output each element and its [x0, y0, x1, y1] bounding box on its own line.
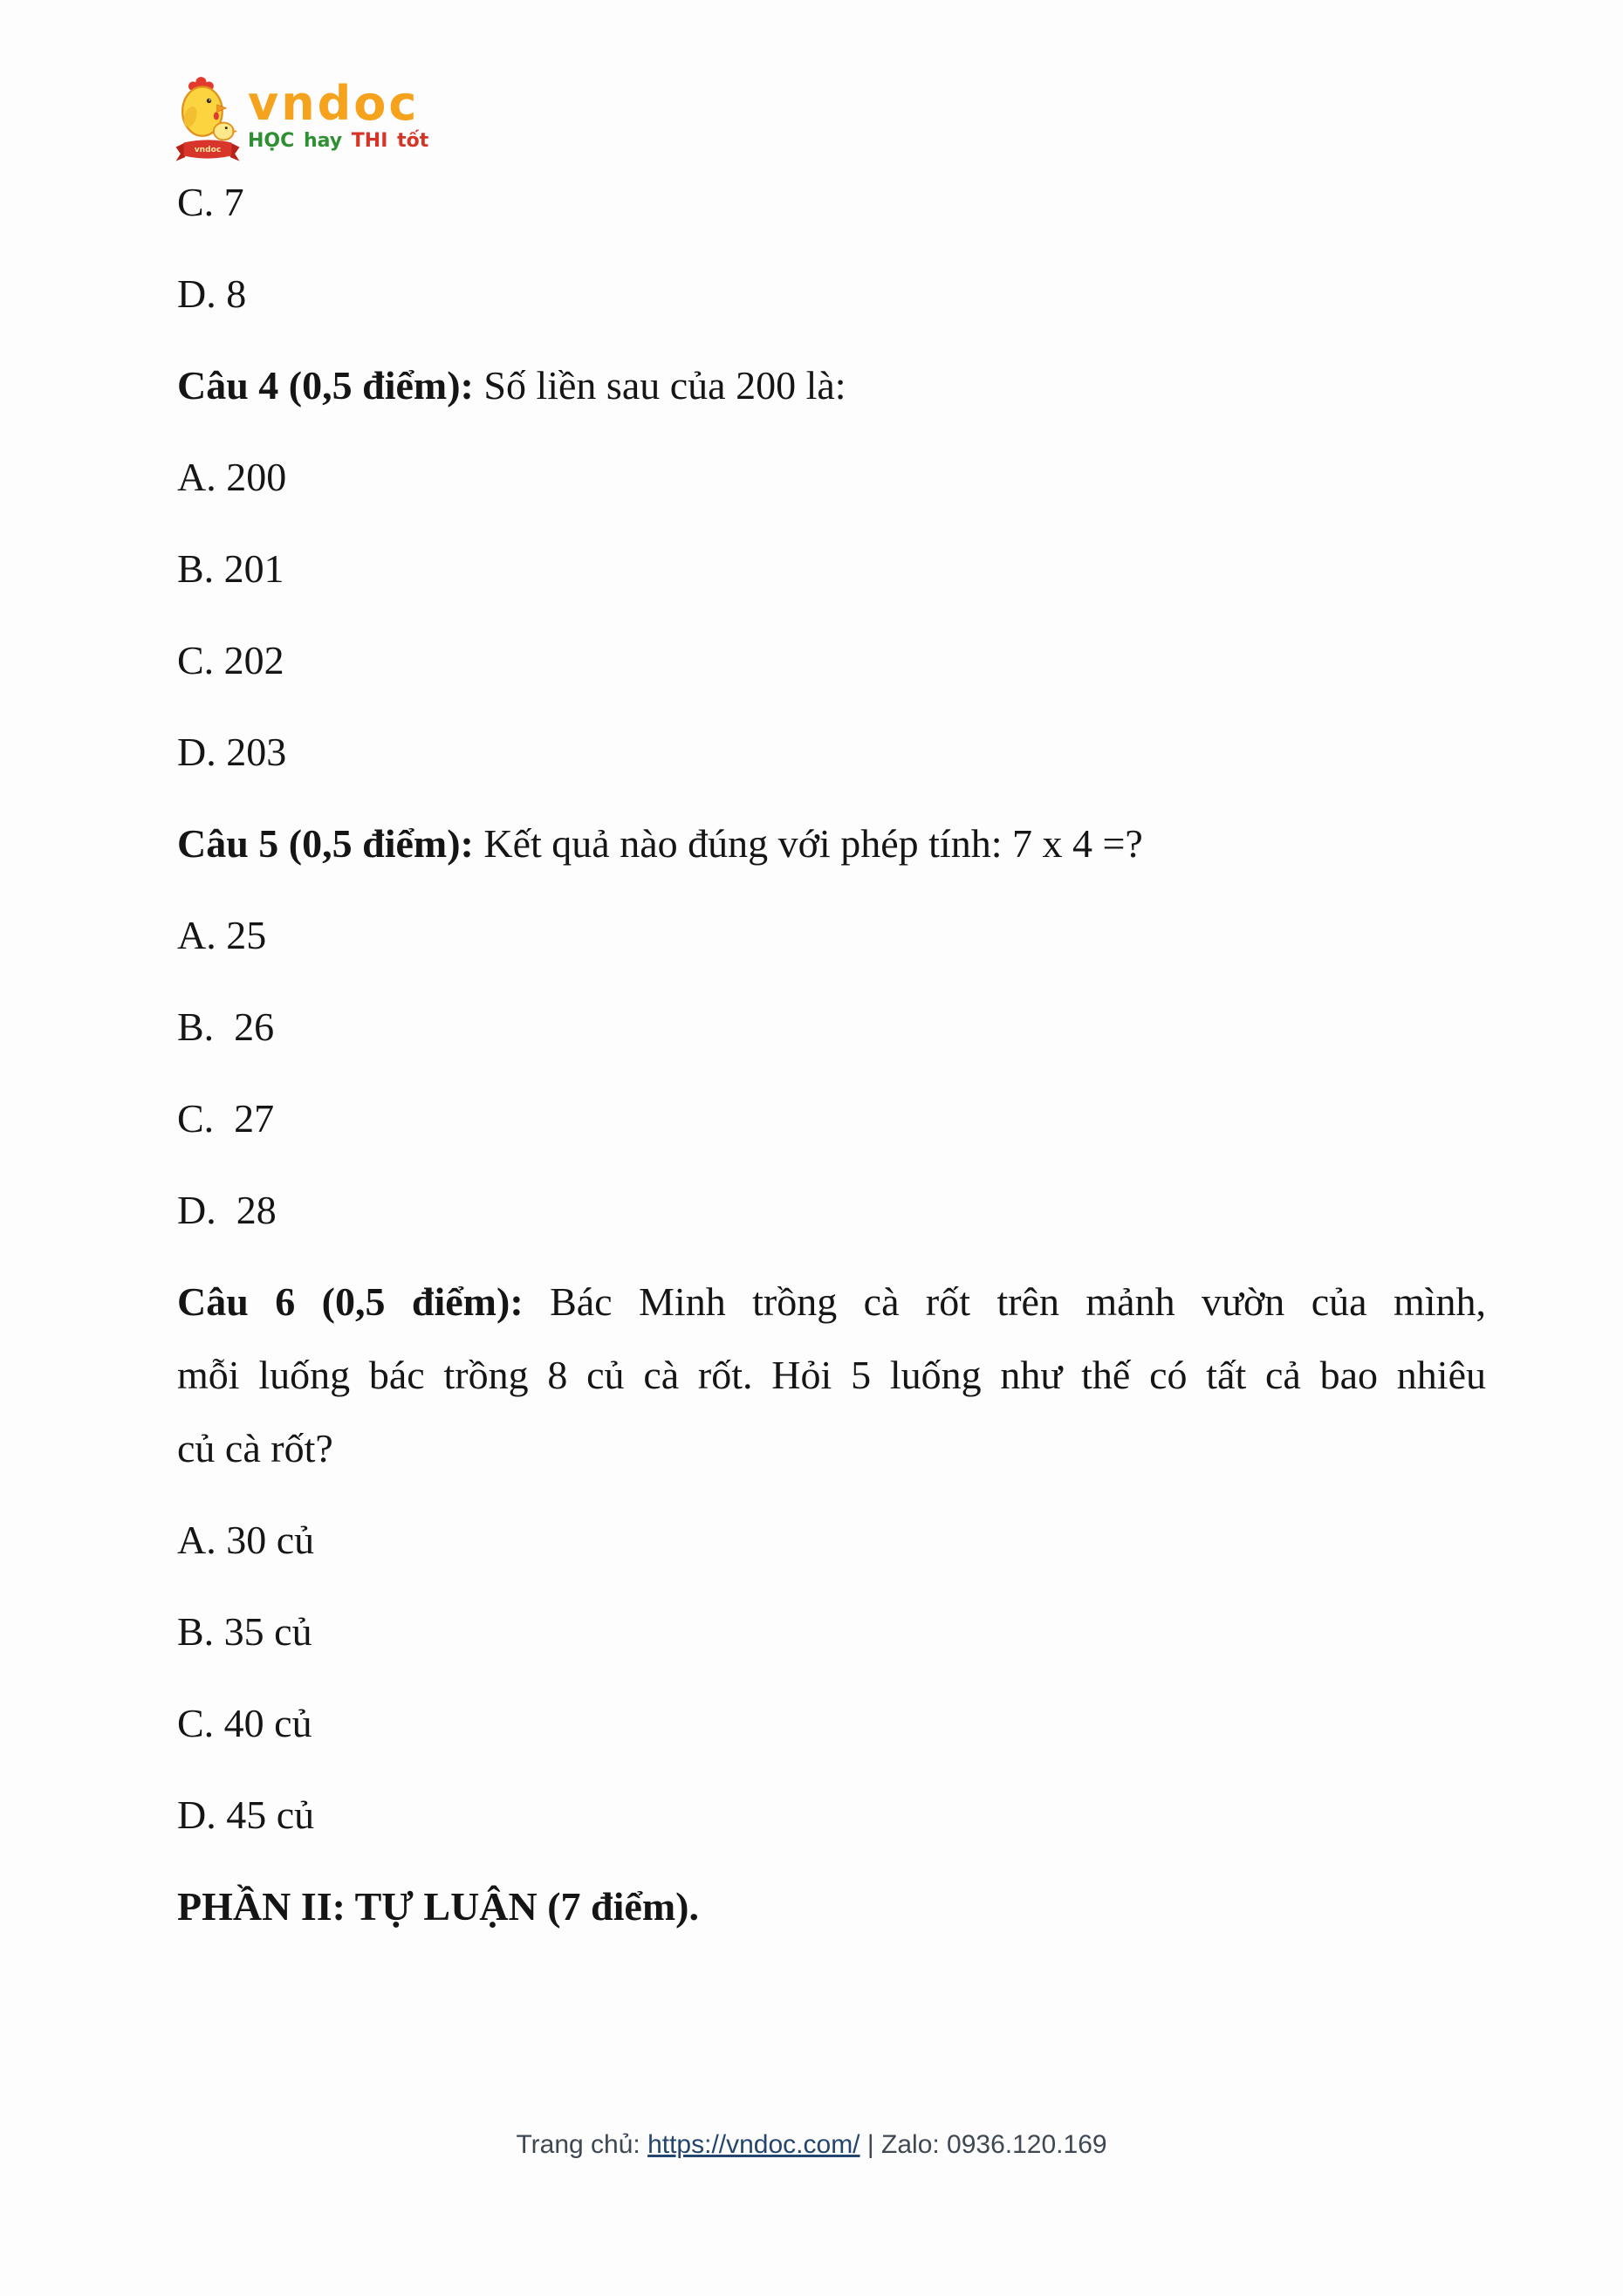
homepage-link[interactable]: https://vndoc.com/ — [647, 2130, 860, 2159]
document-body — [177, 166, 1486, 1962]
question-text-line — [177, 1265, 1486, 1339]
tagline-word: THI — [351, 130, 388, 152]
tagline-word: hay — [303, 130, 343, 152]
question-text: Số liền sau của 200 là: — [483, 363, 846, 408]
option-line: D. 45 củ — [177, 1792, 315, 1837]
option-line: D. 203 — [177, 730, 287, 774]
option-line: B. 26 — [177, 1004, 275, 1049]
option-line: D. 8 — [177, 271, 247, 316]
option-line: A. 30 củ — [177, 1518, 315, 1562]
option-line: D. 28 — [177, 1188, 277, 1232]
option-line: A. 200 — [177, 455, 287, 499]
footer-prefix: Trang chủ: — [516, 2130, 640, 2159]
footer-separator: | — [866, 2130, 874, 2159]
tagline-word: tốt — [397, 130, 429, 152]
question-4-heading — [177, 349, 1486, 422]
question-6-heading — [177, 1265, 1486, 1485]
question-number: Câu 5 (0,5 điểm): — [177, 821, 474, 866]
question-text-line: củ cà rốt? — [177, 1426, 333, 1470]
chicken-mascot-icon — [175, 75, 241, 162]
question-text: Bác Minh trồng cà rốt trên mảnh vườn của mình, — [550, 1279, 1487, 1324]
footer-zalo: Zalo: 0936.120.169 — [881, 2130, 1107, 2159]
question-text-line: mỗi luống bác trồng 8 củ cà rốt. Hỏi 5 luống như thế có tất cả bao nhiêu — [177, 1353, 1486, 1397]
option-line: C. 202 — [177, 638, 284, 682]
logo-tagline — [248, 130, 428, 152]
question-text: Kết quả nào đúng với phép tính: 7 x 4 =? — [483, 821, 1143, 866]
question-number: Câu 4 (0,5 điểm): — [177, 363, 474, 408]
logo-wordmark: vndoc — [248, 76, 420, 131]
option-line: B. 35 củ — [177, 1609, 312, 1654]
logo-banner-text: vndoc — [194, 146, 222, 154]
option-line: C. 40 củ — [177, 1701, 312, 1745]
option-line: C. 27 — [177, 1096, 275, 1141]
vndoc-logo — [175, 75, 428, 162]
section-heading: PHẦN II: TỰ LUẬN (7 điểm). — [177, 1884, 699, 1929]
option-line: B. 201 — [177, 546, 284, 591]
option-line: C. 7 — [177, 180, 244, 224]
page-footer — [0, 2129, 1623, 2161]
tagline-word: HỌC — [248, 130, 295, 152]
question-number: Câu 6 (0,5 điểm): — [177, 1279, 524, 1324]
option-line: A. 25 — [177, 913, 267, 957]
question-5-heading — [177, 807, 1486, 881]
